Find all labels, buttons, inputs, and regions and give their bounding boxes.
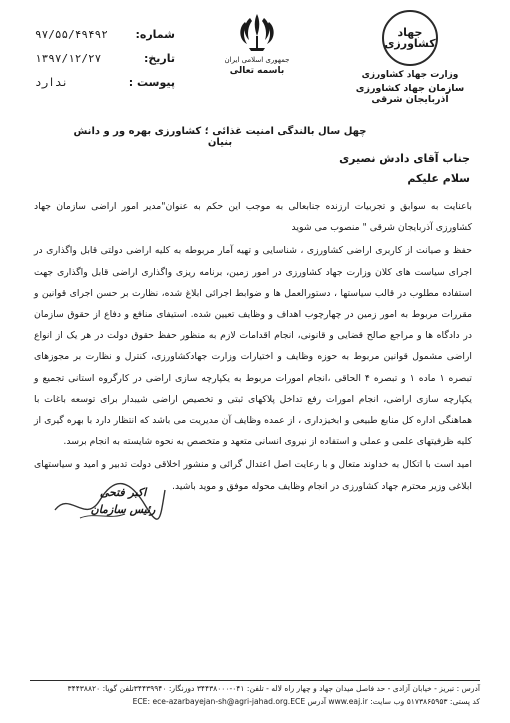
footer-contact: کد پستی: ۵۱۷۳۸۶۵۹۵۳ وب سایت: www.eaj.ir آدرس ECE: ece-azarbayejan-sh@agri-jahad.org.ECE: [132, 697, 480, 706]
number-row: [35, 22, 175, 46]
organization-name: سازمان جهاد کشاورزی آذربایجان شرقی: [355, 83, 465, 105]
iran-emblem-block: [222, 10, 292, 76]
country-name: جمهوری اسلامی ایران: [224, 56, 290, 64]
attachment-value: ندارد: [35, 75, 69, 89]
signer-title: رئیس سازمان: [90, 503, 156, 516]
date-label: تاریخ:: [143, 51, 175, 65]
footer-divider: [30, 680, 480, 681]
letter-meta: [35, 22, 175, 94]
date-row: [35, 46, 175, 70]
number-label: شماره:: [135, 27, 175, 41]
iran-emblem-icon: [237, 10, 277, 54]
basmala: باسمه تعالی: [229, 66, 285, 76]
body-paragraph: باعنایت به سوابق و تجربیات ارزنده جنابعالی به موجب این حکم به عنوان"مدیر امور اراضی سازمان جهاد کشاورزی آذربایجان شرقی " منصوب می شوید: [34, 201, 472, 234]
logo-text: جهاد کشاورزی: [384, 26, 436, 50]
body-paragraph: حفظ و صیانت از کاربری اراضی کشاورزی ، شناسایی و تهیه آمار مربوطه به کلیه اراضی دولتی قابل واگذاری در اجرای سیاست های کلان وزارت جهاد کشاورزی در امور زمین، برنامه ریزی واگذاری اراضی قابل واگذاری جهت استفاده مطلوب در قالب سیاستها ، دستورالعمل ها و ضوابط اجرائی ابلاغ شده، نظارت بر حسن اجرای قوانین و مقررات مربوط به امور زمین در چهارچوب اهداف و وظایف تعیین شده. استیفای منافع و دفاع از حقوق سازمان در دادگاه ها و مراجع صالح قضایی و قانونی، انجام اقدامات لازم به منظور حفظ حقوق دولت در هر یک از انواع اراضی مشمول قوانین مربوط به حوزه وظایف و اختیارات وزارت جهادکشاورزی، کنترل و نظارت بر مجوزهای تبصره ۱ ماده ۱ و تبصره ۴ الحاقی ،انجام امورات مربوط به یکپارچه سازی اراضی در کارگروه استانی تجمیع و یکپارچه سازی اراضی، انجام امورات رفع تداخل پلاکهای ثبتی و تخصیص اراضی شیبدار برای توسعه باغات با هماهنگی اداره کل منابع طبیعی و ابخیزداری ، از عمده وظایف آن مدیریت می باشد که انتظار دارد با بهره گیری از کلیه ظرفیتهای علمی و عملی و استفاده از نیروی انسانی متعهد و متخصص به نحوه شایسته به انجام برسد.: [34, 245, 472, 448]
signer-name: اکبر فتحی: [99, 486, 147, 499]
letter-body: [34, 196, 472, 499]
footer-address: آدرس : تبریز - خیابان آزادی - حد فاصل میدان جهاد و چهار راه لاله - تلفن: ۰۴۱-۳۴۴۳۸۰۰۰ دورنگار: ۳۴۴۳۹۹۴۰تلفن گویا: ۳۴۴۳۸۸۲۰: [67, 684, 480, 693]
greeting: سلام علیکم: [407, 172, 470, 185]
recipient: جناب آقای دادش نصیری: [339, 152, 470, 165]
attachment-label: پیوست :: [128, 75, 175, 89]
signature-block: [78, 486, 168, 516]
year-slogan: چهل سال بالندگی امنیت غذائی ؛ کشاورزی بهره ور و دانش بنیان: [73, 126, 367, 148]
number-value: ۹۷/۵۵/۴۹۴۹۲: [35, 27, 108, 41]
body-paragraph: امید است با اتکال به خداوند متعال و با رعایت اصل اعتدال گرائی و منشور اخلاقی دولت تدبیر و امید و سیاستهای ابلاغی وزیر محترم جهاد کشاورزی در انجام وظایف محوله موفق و موید باشید.: [34, 459, 472, 492]
date-value: ۱۳۹۷/۱۲/۲۷: [35, 51, 102, 65]
ministry-name: وزارت جهاد کشاورزی: [361, 70, 459, 80]
attachment-row: [35, 70, 175, 94]
jahad-logo-icon: [382, 10, 438, 66]
organization-block: [335, 10, 485, 105]
